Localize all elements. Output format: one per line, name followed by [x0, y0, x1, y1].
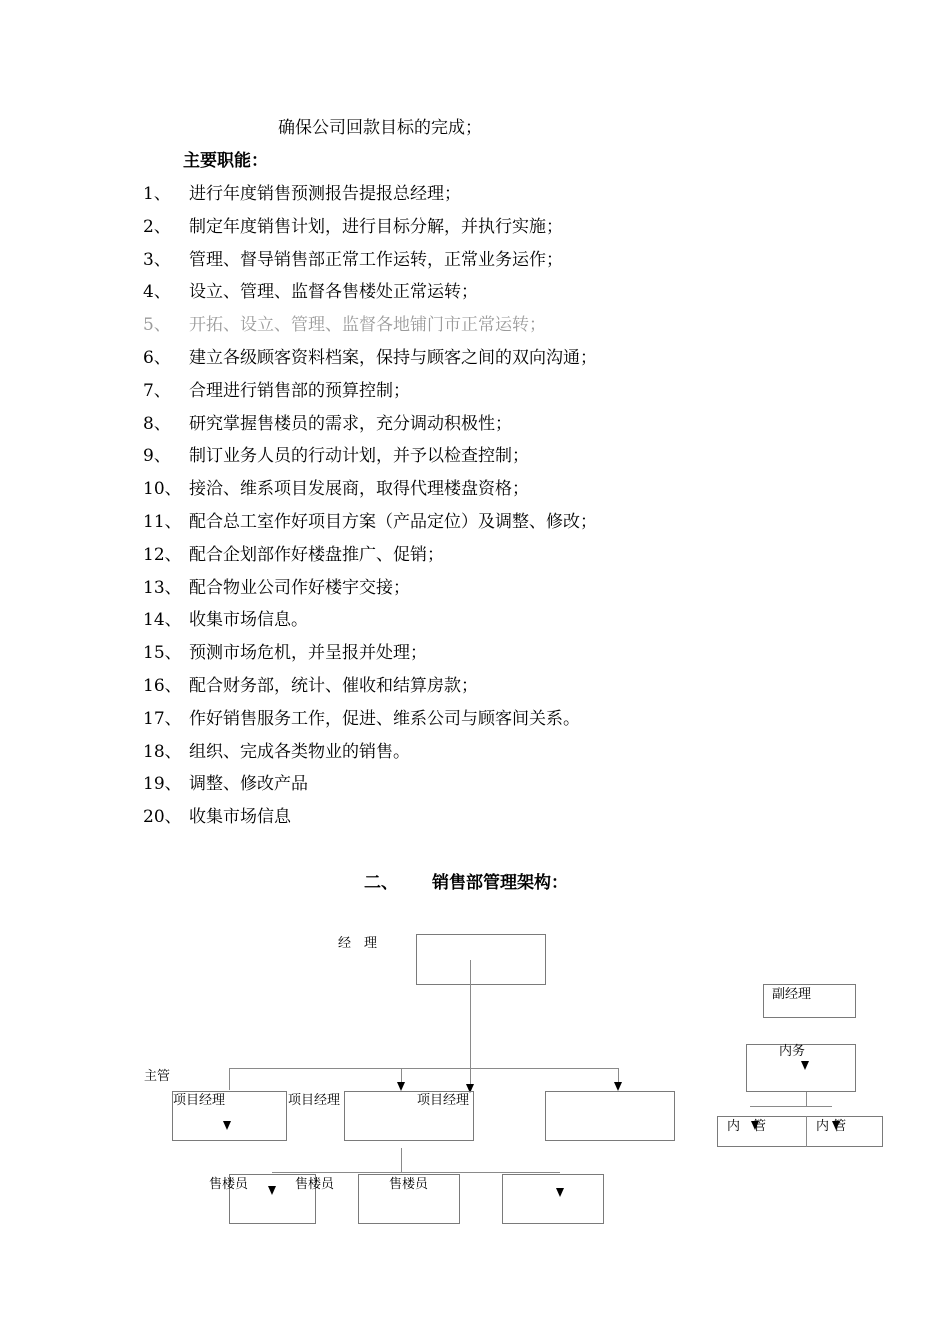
- project-manager-label-3: 项目经理: [417, 1093, 470, 1108]
- manager-connector: [470, 960, 471, 1084]
- duty-text: 作好销售服务工作，促进、维系公司与顾客间关系。: [189, 709, 580, 729]
- chart-section-number: 二、: [364, 873, 398, 893]
- sales-hline: [272, 1172, 560, 1173]
- arrow-down-icon: [801, 1061, 809, 1070]
- sales-box-3: [502, 1174, 604, 1224]
- manager-box: [416, 934, 546, 985]
- duty-number: 1、: [143, 184, 171, 204]
- internal-affairs-label: 内务: [779, 1044, 806, 1059]
- intro-line: 确保公司回款目标的完成；: [278, 118, 482, 138]
- duty-number: 16、: [143, 676, 182, 696]
- duty-text: 调整、修改产品: [189, 774, 308, 794]
- duty-number: 6、: [143, 348, 171, 368]
- duty-number: 9、: [143, 446, 171, 466]
- duty-number: 19、: [143, 774, 182, 794]
- duty-number: 3、: [143, 250, 171, 270]
- project-manager-label-2: 项目经理: [288, 1093, 341, 1108]
- internal-divider: [806, 1116, 807, 1147]
- duty-number: 2、: [143, 217, 171, 237]
- internal-hline: [750, 1106, 832, 1107]
- duty-text: 建立各级顾客资料档案，保持与顾客之间的双向沟通；: [189, 348, 597, 368]
- project-manager-box-3: [545, 1091, 675, 1141]
- sales-connector: [401, 1148, 402, 1172]
- drop-line-1: [229, 1068, 230, 1090]
- duty-text: 配合财务部，统计、催收和结算房款；: [189, 676, 478, 696]
- project-manager-label-1: 项目经理: [173, 1093, 226, 1108]
- duty-text: 组织、完成各类物业的销售。: [189, 742, 410, 762]
- duty-text: 预测市场危机，并呈报并处理；: [189, 643, 427, 663]
- duty-number: 10、: [143, 479, 182, 499]
- duty-text: 制订业务人员的行动计划，并予以检查控制；: [189, 446, 529, 466]
- arrow-down-icon: [556, 1188, 564, 1197]
- section-heading: 主要职能：: [183, 151, 268, 171]
- arrow-down-icon: [397, 1082, 405, 1091]
- sales-staff-label-2: 售楼员: [295, 1177, 335, 1192]
- sales-staff-label-1: 售楼员: [209, 1177, 249, 1192]
- internal-manager-label-2: 内 管: [816, 1119, 847, 1134]
- duty-number: 20、: [143, 807, 182, 827]
- deputy-manager-label: 副经理: [772, 987, 812, 1002]
- duty-text: 收集市场信息: [189, 807, 291, 827]
- duty-text: 配合物业公司作好楼宇交接；: [189, 578, 410, 598]
- arrow-down-icon: [268, 1186, 276, 1195]
- duty-number: 15、: [143, 643, 182, 663]
- duty-number: 11、: [143, 512, 182, 532]
- duty-number: 18、: [143, 742, 182, 762]
- chart-section-title: 销售部管理架构：: [432, 873, 568, 893]
- sales-staff-label-3: 售楼员: [389, 1177, 429, 1192]
- supervisor-hline: [229, 1068, 618, 1069]
- arrow-down-icon: [614, 1082, 622, 1091]
- duty-text: 研究掌握售楼员的需求，充分调动积极性；: [189, 414, 512, 434]
- duty-text: 制定年度销售计划，进行目标分解，并执行实施；: [189, 217, 563, 237]
- arrow-down-icon: [751, 1121, 759, 1130]
- arrow-down-icon: [223, 1121, 231, 1130]
- manager-label: 经 理: [338, 936, 378, 951]
- duty-text: 管理、督导销售部正常工作运转，正常业务运作；: [189, 250, 563, 270]
- duty-number: 17、: [143, 709, 182, 729]
- duty-text: 配合总工室作好项目方案（产品定位）及调整、修改；: [189, 512, 597, 532]
- drop-line-2: [401, 1068, 402, 1082]
- supervisor-label: 主管: [144, 1069, 171, 1084]
- duty-number: 13、: [143, 578, 182, 598]
- duty-number: 12、: [143, 545, 182, 565]
- duty-number: 4、: [143, 282, 171, 302]
- arrow-down-icon: [832, 1121, 840, 1130]
- duty-number: 8、: [143, 414, 171, 434]
- duty-text: 接洽、维系项目发展商，取得代理楼盘资格；: [189, 479, 529, 499]
- duty-text: 合理进行销售部的预算控制；: [189, 381, 410, 401]
- duty-number: 5、: [143, 315, 171, 335]
- duty-text: 收集市场信息。: [189, 610, 308, 630]
- duty-number: 14、: [143, 610, 182, 630]
- internal-connector: [806, 1092, 807, 1106]
- duty-text: 配合企划部作好楼盘推广、促销；: [189, 545, 444, 565]
- duty-text: 设立、管理、监督各售楼处正常运转；: [189, 282, 478, 302]
- drop-line-3: [618, 1068, 619, 1082]
- internal-manager-label-1: 内 管: [727, 1119, 767, 1134]
- duty-text: 进行年度销售预测报告提报总经理；: [189, 184, 461, 204]
- duty-text: 开拓、设立、管理、监督各地铺门市正常运转；: [189, 315, 546, 335]
- duty-number: 7、: [143, 381, 171, 401]
